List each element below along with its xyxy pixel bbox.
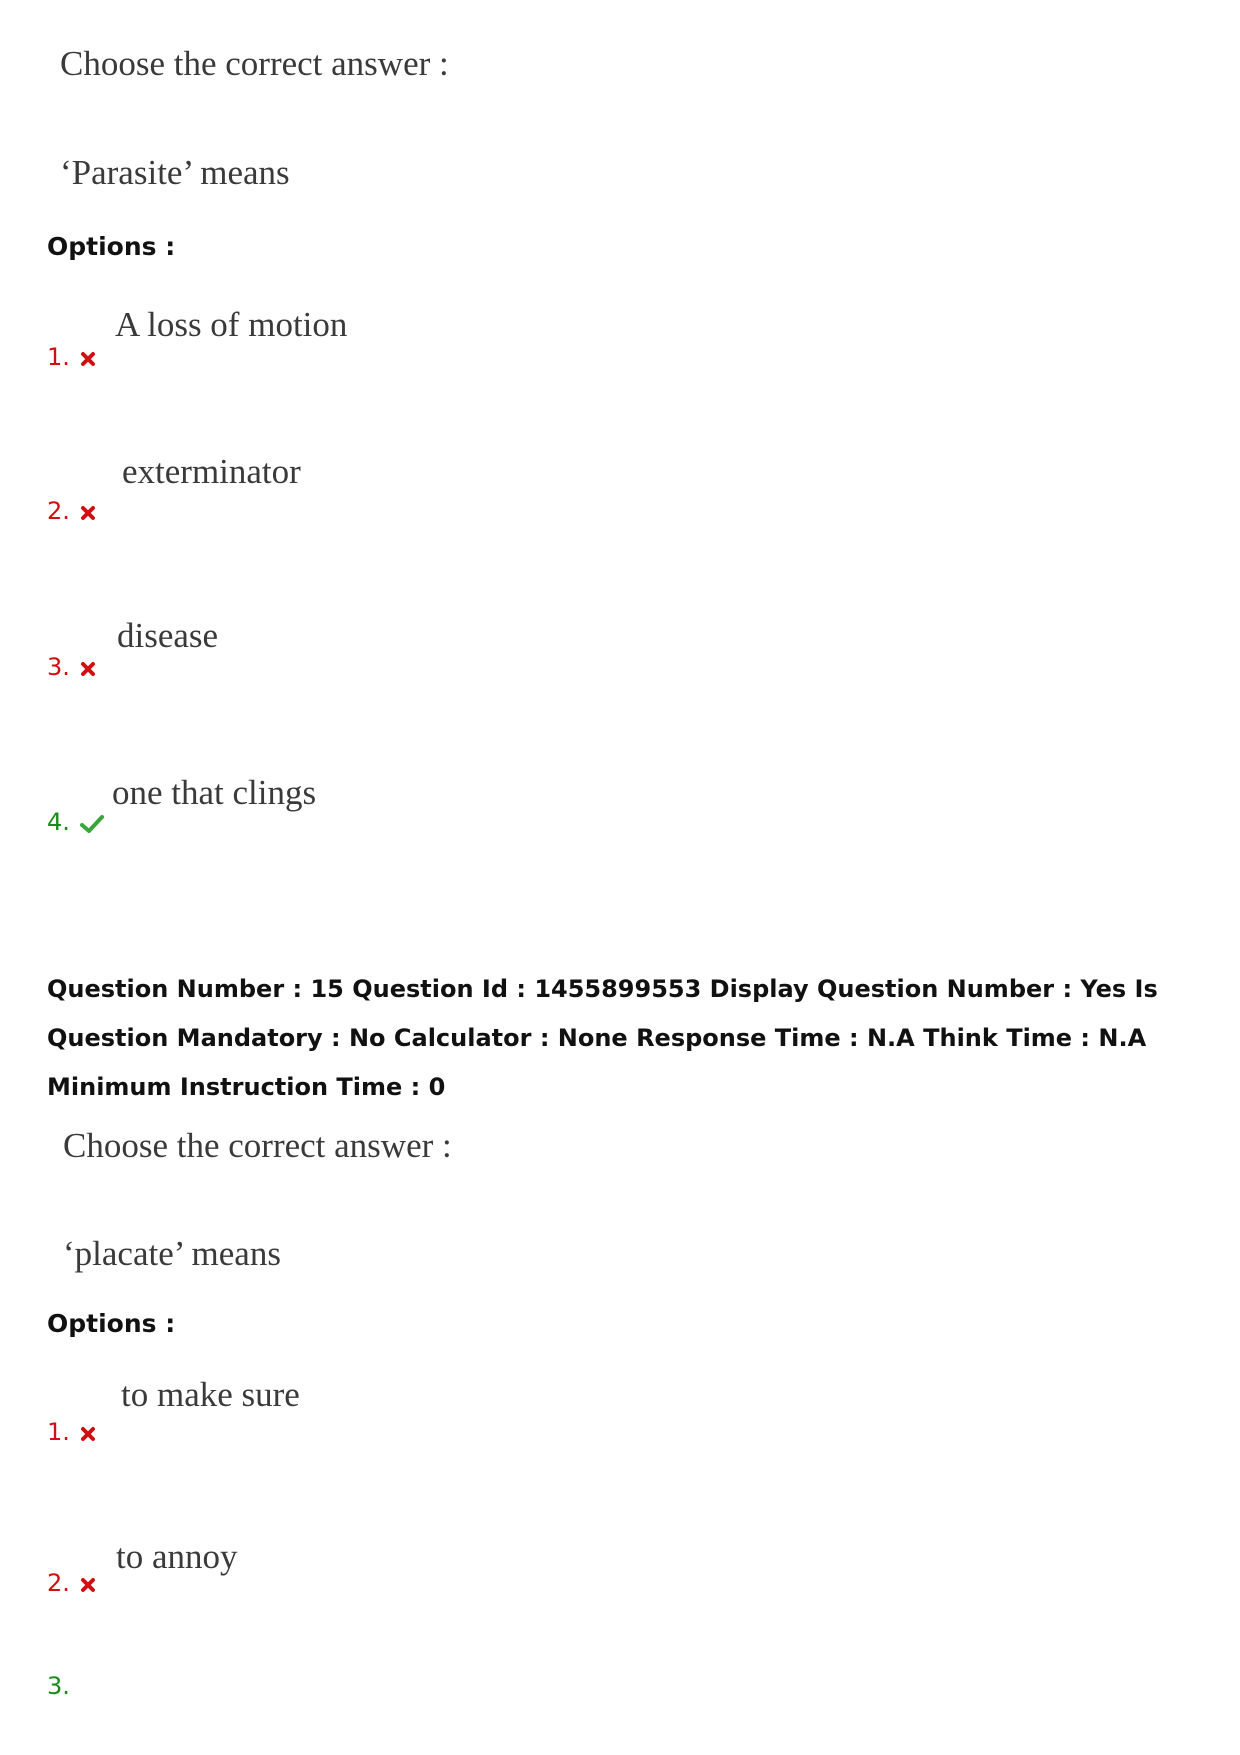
option-number: 3. <box>47 1672 70 1700</box>
q15-instruction: Choose the correct answer : <box>63 1126 452 1165</box>
q14-option-1 <box>47 343 96 371</box>
cross-icon <box>80 1426 96 1446</box>
cross-icon <box>80 505 96 525</box>
option-number: 2. <box>47 497 70 525</box>
q14-option-1-text: A loss of motion <box>115 305 348 344</box>
q15-option-1 <box>47 1418 96 1446</box>
q15-option-3 <box>47 1672 70 1700</box>
option-number: 2. <box>47 1569 70 1597</box>
cross-icon <box>80 351 96 371</box>
option-number: 3. <box>47 653 70 681</box>
q15-stem: ‘placate’ means <box>63 1234 281 1273</box>
option-number: 1. <box>47 343 70 371</box>
q14-option-4 <box>47 808 104 838</box>
q14-options-label: Options : <box>47 232 176 261</box>
q14-option-2-text: exterminator <box>122 452 301 491</box>
check-icon <box>80 814 104 838</box>
option-number: 4. <box>47 808 70 836</box>
q14-option-3-text: disease <box>117 616 219 655</box>
q14-option-2 <box>47 497 96 525</box>
q14-option-3 <box>47 653 96 681</box>
option-number: 1. <box>47 1418 70 1446</box>
q15-option-2 <box>47 1569 96 1597</box>
q15-option-1-text: to make sure <box>121 1375 300 1414</box>
q15-options-label: Options : <box>47 1309 176 1338</box>
cross-icon <box>80 1577 96 1597</box>
cross-icon <box>80 661 96 681</box>
q14-option-4-text: one that clings <box>112 773 317 812</box>
q15-option-2-text: to annoy <box>116 1537 238 1576</box>
q15-metadata: Question Number : 15 Question Id : 1455899553 Display Question Number : Yes Is Question Mandatory : No Calculator : None Response Time : N.A Think Time : N.A Minimum Instruction Time : 0 <box>47 975 1158 1101</box>
q14-instruction: Choose the correct answer : <box>60 44 449 83</box>
q14-stem: ‘Parasite’ means <box>60 153 290 192</box>
